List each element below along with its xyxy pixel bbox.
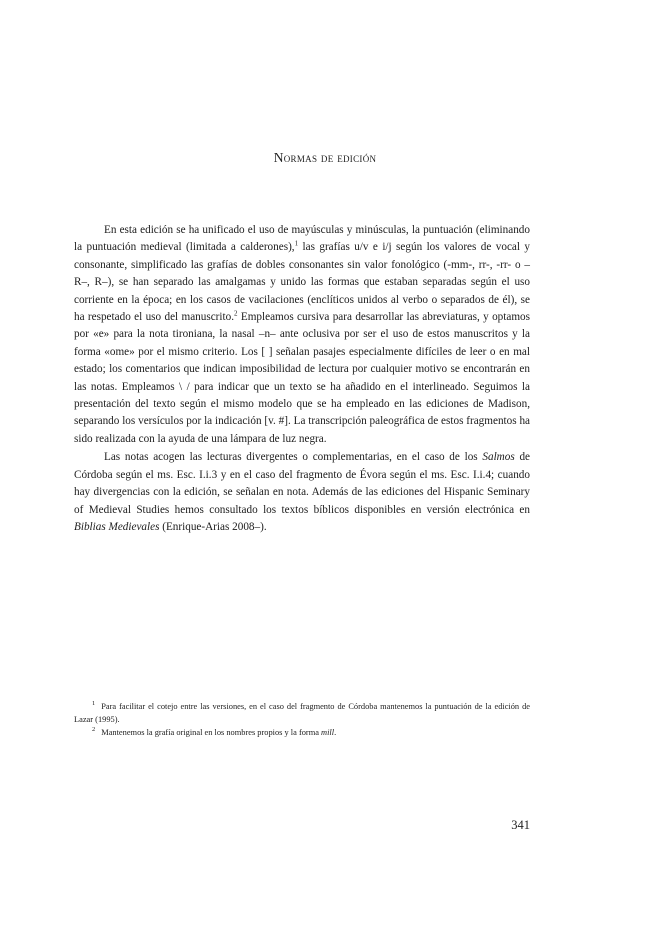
main-text: [74, 222, 530, 536]
footnote-2-mark: 2: [92, 726, 96, 734]
paragraph-1-part-b: las grafías u/v e i/j según los valores de vocal y consonante, simplificado las grafías de dobles consonantes sin valor fonológico (-mm-, rr-, -rr- o –R–, R–), se han separado las amalgamas y unido las formas que estaban separadas según el uso corriente en la época; en los casos de vacilaciones (enclíticos unidos al verbo o separados de él), se ha respetado el uso del manuscrito.: [74, 241, 530, 324]
paragraph-2-part-a: Las notas acogen las lecturas divergentes o complementarias, en el caso de los: [104, 451, 483, 464]
footnote-1-text: Para facilitar el cotejo entre las versiones, en el caso del fragmento de Córdoba mantenemos la puntuación de la edición de Lazar (1995).: [74, 702, 530, 724]
footnote-2-italic: mill: [321, 728, 335, 737]
footnote-1: [74, 700, 530, 726]
footnote-2: [74, 726, 530, 739]
paragraph-1-part-c: Empleamos cursiva para desarrollar las abreviaturas, y optamos por «e» para la nota tironiana, la nasal –n– ante oclusiva por ser el uso de estos manuscritos y la forma «ome» por el mismo criterio. Los [ ] señalan pasajes especialmente difíciles de leer o en mal estado; los comentarios que indican imposibilidad de lectura por cualquier motivo se encontrarán en las notas. Empleamos \ / para indicar que un texto se ha añadido en el interlineado. Seguimos la presentación del texto según el mismo modelo que se ha empleado en las ediciones de Madison, separando los versículos por la indicación [v. #]. La transcripción paleográfica de estos fragmentos ha sido realizada con la ayuda de una lámpara de luz negra.: [74, 311, 530, 445]
footnote-ref-2[interactable]: 2: [234, 309, 238, 318]
page-number: 341: [511, 818, 530, 832]
footnote-ref-1[interactable]: 1: [294, 239, 299, 248]
paragraph-1: [74, 222, 530, 448]
paragraph-2-part-b: de Córdoba según el ms. Esc. I.i.3 y en el caso del fragmento de Évora según el ms. Esc. I.i.4; cuando hay divergencias con la edición, se señalan en nota. Además de las ediciones del Hispanic Seminary of Medieval Studies hemos consultado los textos bíblicos disponibles en versión electrónica en: [74, 451, 531, 516]
title-salmos: Salmos: [482, 451, 515, 464]
page-title: Normas de edición: [273, 150, 377, 165]
footnotes: [74, 700, 530, 739]
paragraph-2-part-c: (Enrique-Arias 2008–).: [159, 520, 267, 533]
footnote-2-end: .: [334, 728, 337, 737]
paragraph-2: [74, 449, 530, 536]
paragraph-1-part-a: En esta edición se ha unificado el uso de mayúsculas y minúsculas, la puntuación (eliminando la puntuación medieval (limitada a calderones),: [74, 224, 530, 254]
footnote-1-mark: 1: [92, 700, 96, 708]
title-biblias-medievales: Biblias Medievales: [74, 520, 160, 533]
footnote-2-text: Mantenemos la grafía original en los nombres propios y la forma: [101, 728, 322, 737]
